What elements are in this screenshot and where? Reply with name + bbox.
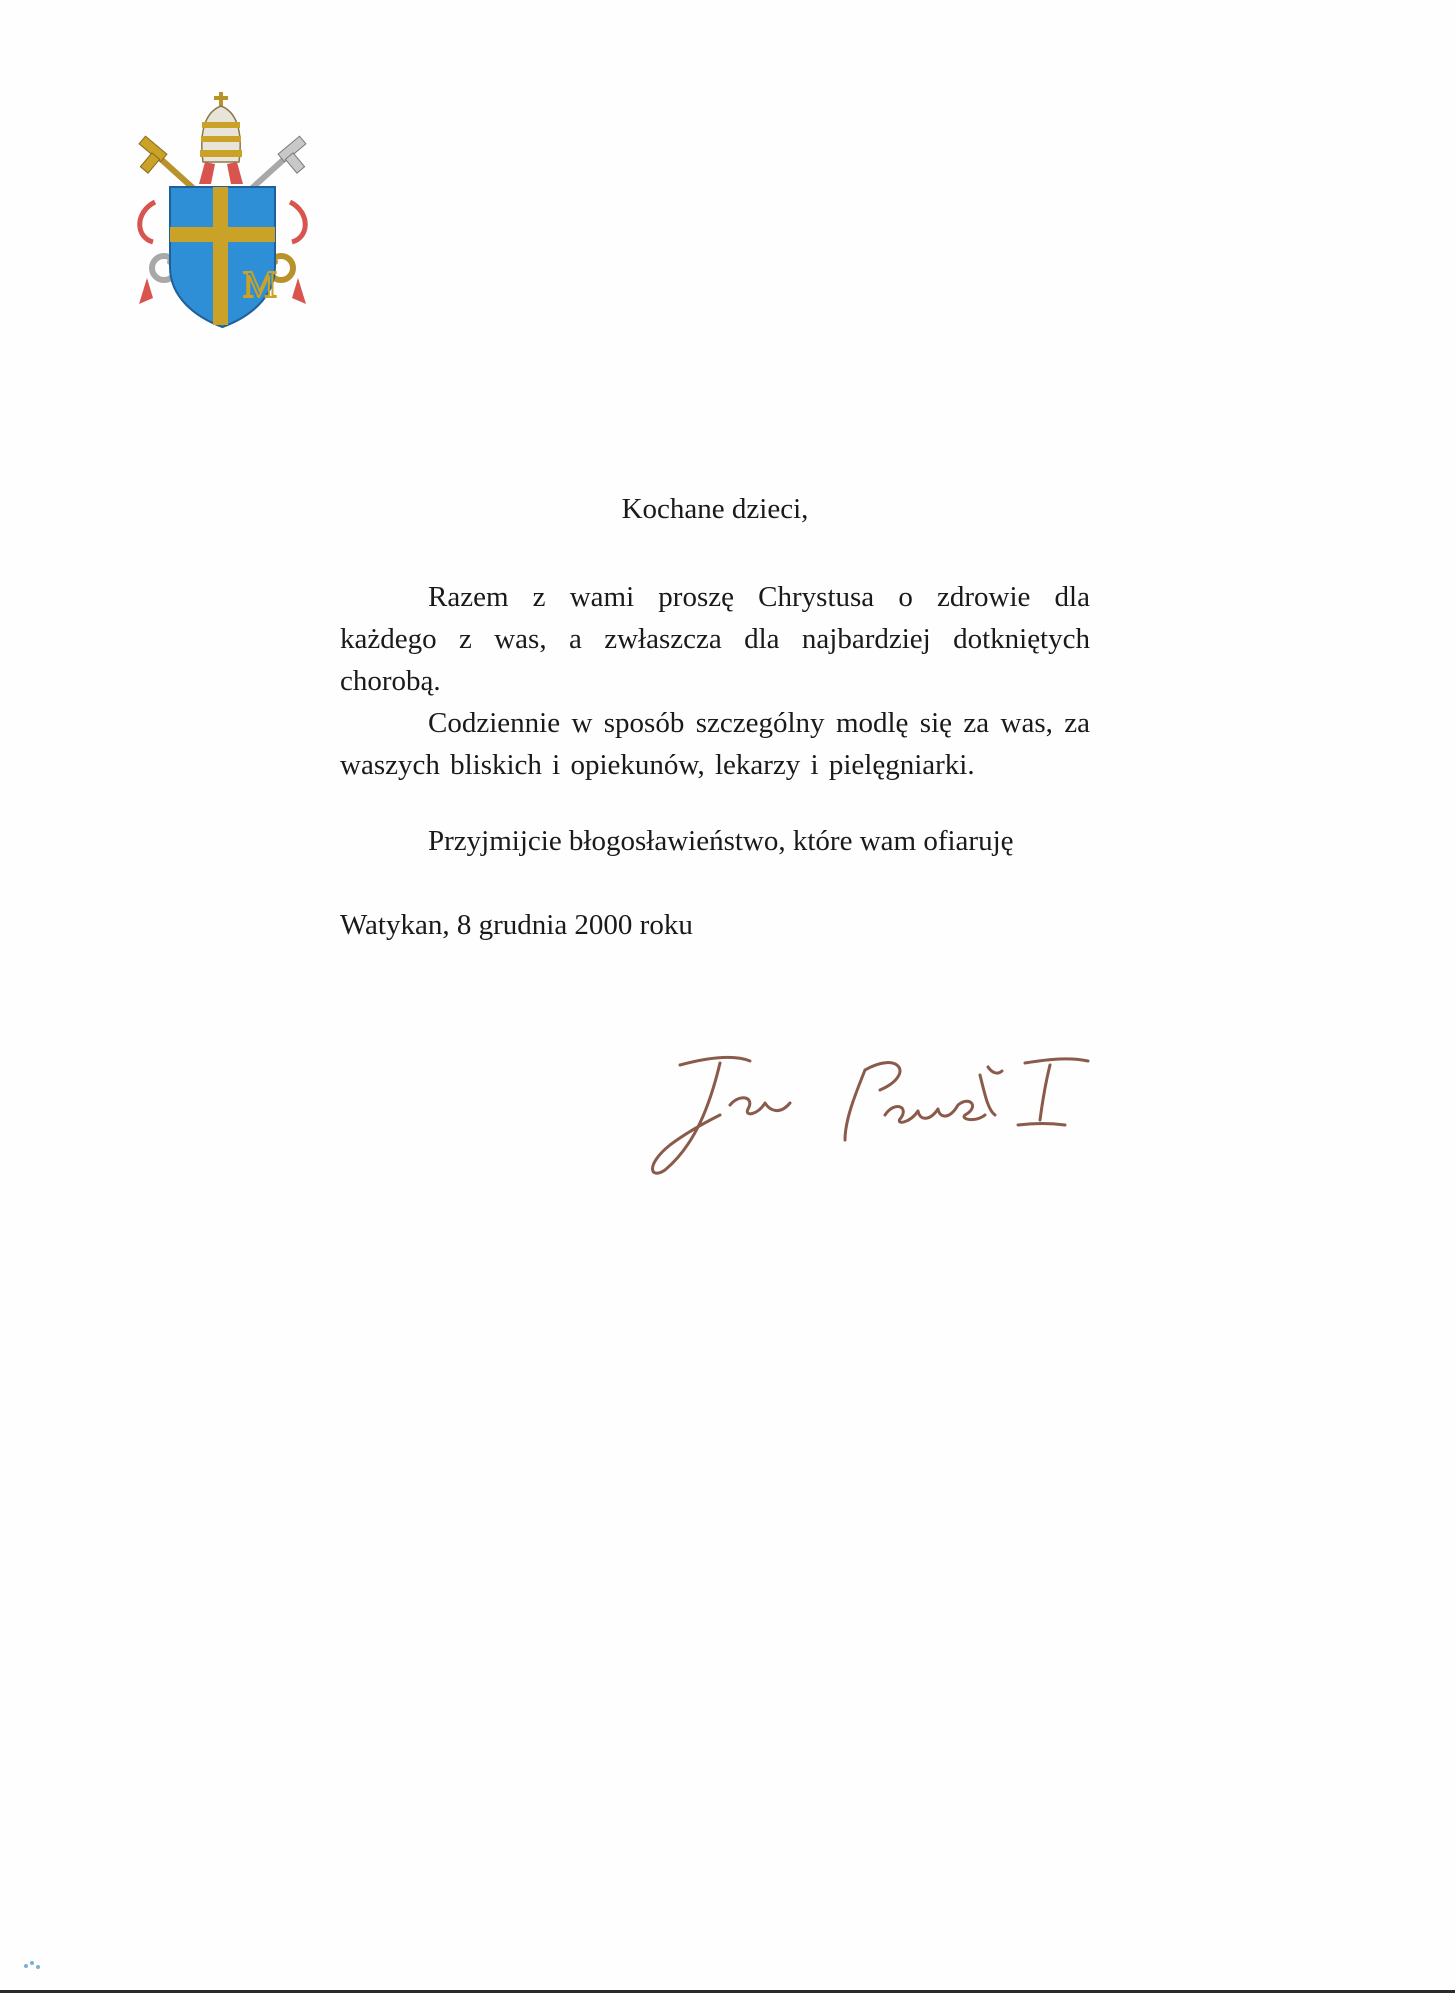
marian-monogram: M bbox=[243, 264, 277, 306]
paragraph-prayer: Razem z wami proszę Chrystusa o zdrowie dla każdego z was, a zwłaszcza dla najbardziej dotkniętych chorobą. bbox=[340, 581, 1090, 697]
blessing-line: Przyjmijcie błogosławieństwo, które wam ofiaruję bbox=[428, 825, 1014, 857]
scan-bottom-edge bbox=[0, 1990, 1455, 1993]
place-date: Watykan, 8 grudnia 2000 roku bbox=[340, 909, 693, 941]
paragraph-daily-prayer: Codziennie w sposób szczególny modlę się za was, za waszych bliskich i opiekunów, lekarzy i pielęgniarki. bbox=[340, 707, 1090, 781]
papal-coat-of-arms bbox=[125, 92, 320, 332]
handwritten-signature bbox=[640, 1045, 1120, 1185]
letter-body bbox=[340, 488, 1090, 946]
scan-artifact-icon bbox=[22, 1958, 44, 1972]
salutation: Kochane dzieci, bbox=[621, 493, 809, 525]
